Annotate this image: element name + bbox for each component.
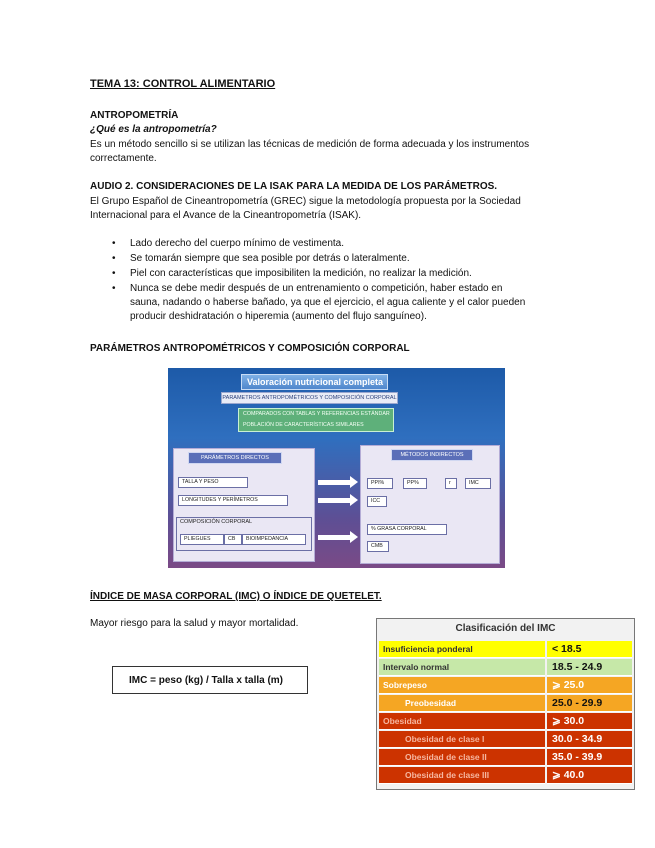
list-item (110, 237, 560, 251)
bullet-line: Lado derecho del cuerpo mínimo de vestimenta. (130, 238, 345, 249)
ppi-box: PPI% (367, 478, 393, 489)
bullet-list (110, 237, 560, 325)
bullet-icon: • (112, 238, 116, 249)
nutrition-slide-figure (168, 368, 505, 568)
composicion-label: COMPOSICIÓN CORPORAL (180, 519, 253, 525)
cmb-box: CMB (367, 541, 389, 552)
slide-subtitle: PARAMETROS ANTROPOMÉTRICOS Y COMPOSICIÓN CORPORAL (221, 392, 398, 404)
imc-classification-table (376, 618, 635, 790)
imc-value: 18.5 - 24.9 (547, 659, 632, 676)
section-heading-antropometria: ANTROPOMETRÍA (90, 110, 179, 121)
question-text: ¿Qué es la antropometría? (90, 124, 217, 135)
arrow-icon (318, 498, 351, 503)
r-box: r (445, 478, 457, 489)
imc-table-title: Clasificación del IMC (455, 623, 556, 634)
table-row (379, 641, 632, 659)
table-row (379, 713, 632, 731)
imc-value: 25.0 - 29.9 (547, 695, 632, 712)
bullet-icon: • (112, 253, 116, 264)
bullet-line: Piel con características que imposibiliten la medición, no realizar la medición. (130, 268, 472, 279)
bullet-line: producir deshidratación o hiperemia (aumento del flujo sanguíneo). (130, 311, 427, 322)
arrow-icon (318, 535, 351, 540)
table-row (379, 749, 632, 767)
definition-line-2: correctamente. (90, 153, 157, 164)
direct-params-panel (173, 448, 315, 562)
definition-line-1: Es un método sencillo si se utilizan las técnicas de medición de forma adecuada y los instrumentos (90, 139, 530, 150)
grec-line-2: Internacional para el Avance de la Cineantropometría (ISAK). (90, 210, 362, 221)
imc-label: Obesidad de clase III (379, 767, 545, 784)
indirect-methods-panel (360, 445, 500, 564)
bullet-line: Nunca se debe medir después de un entrenamiento o competición, haber estado en (130, 283, 503, 294)
bullet-icon: • (112, 268, 116, 279)
slide-compare-line-2: POBLACIÓN DE CARACTERÍSTICAS SIMILARES (243, 422, 364, 428)
imc-label: Preobesidad (379, 695, 545, 712)
imc-label: Insuficiencia ponderal (379, 641, 545, 658)
table-row (379, 677, 632, 695)
imc-value: ⩾ 40.0 (547, 767, 632, 784)
imc-formula-box: IMC = peso (kg) / Talla x talla (m) (112, 666, 308, 694)
slide-compare-line-1: COMPARADOS CON TABLAS Y REFERENCIAS ESTÁNDAR (243, 411, 390, 417)
slide-title: Valoración nutricional completa (241, 374, 388, 390)
bullet-line: Se tomarán siempre que sea posible por detrás o lateralmente. (130, 253, 410, 264)
slide-compare-box (238, 408, 394, 432)
audio-heading: AUDIO 2. CONSIDERACIONES DE LA ISAK PARA LA MEDIDA DE LOS PARÁMETROS. (90, 181, 498, 192)
imc-label: Obesidad de clase I (379, 731, 545, 748)
pp-box: PP% (403, 478, 427, 489)
direct-params-head: PARÁMETROS DIRECTOS (188, 452, 282, 464)
longitudes-box: LONGITUDES Y PERÍMETROS (178, 495, 288, 506)
cb-box: CB (224, 534, 242, 545)
grasa-box: % GRASA CORPORAL (367, 524, 447, 535)
pliegues-box: PLIEGUES (180, 534, 224, 545)
grec-line-1: El Grupo Español de Cineantropometría (GREC) sigue la metodología propuesta por la Sociedad (90, 196, 521, 207)
document-title: TEMA 13: CONTROL ALIMENTARIO (90, 78, 276, 90)
table-row (379, 767, 632, 785)
imc-box: IMC (465, 478, 491, 489)
imc-heading: ÍNDICE DE MASA CORPORAL (IMC) O ÍNDICE DE QUETELET. (90, 591, 382, 602)
imc-value: 35.0 - 39.9 (547, 749, 632, 766)
risk-text: Mayor riesgo para la salud y mayor mortalidad. (90, 618, 299, 629)
bullet-icon: • (112, 283, 116, 294)
imc-label: Obesidad (379, 713, 545, 730)
table-row (379, 731, 632, 749)
table-row (379, 659, 632, 677)
imc-value: < 18.5 (547, 641, 632, 658)
list-item (110, 252, 560, 266)
list-item (110, 267, 560, 281)
imc-label: Obesidad de clase II (379, 749, 545, 766)
indirect-methods-head: MÉTODOS INDIRECTOS (391, 449, 473, 461)
imc-label: Sobrepeso (379, 677, 545, 694)
talla-peso-box: TALLA Y PESO (178, 477, 248, 488)
bioimpedancia-box: BIOIMPEDANCIA (242, 534, 306, 545)
list-item (110, 282, 560, 324)
imc-value: ⩾ 25.0 (547, 677, 632, 694)
arrow-icon (318, 480, 351, 485)
imc-label: Intervalo normal (379, 659, 545, 676)
imc-value: 30.0 - 34.9 (547, 731, 632, 748)
params-heading: PARÁMETROS ANTROPOMÉTRICOS Y COMPOSICIÓN CORPORAL (90, 343, 410, 354)
imc-value: ⩾ 30.0 (547, 713, 632, 730)
bullet-line: sauna, nadando o haberse bañado, ya que el ejercicio, el agua caliente y el calor pueden (130, 297, 526, 308)
icc-box: ICC (367, 496, 387, 507)
table-row (379, 695, 632, 713)
